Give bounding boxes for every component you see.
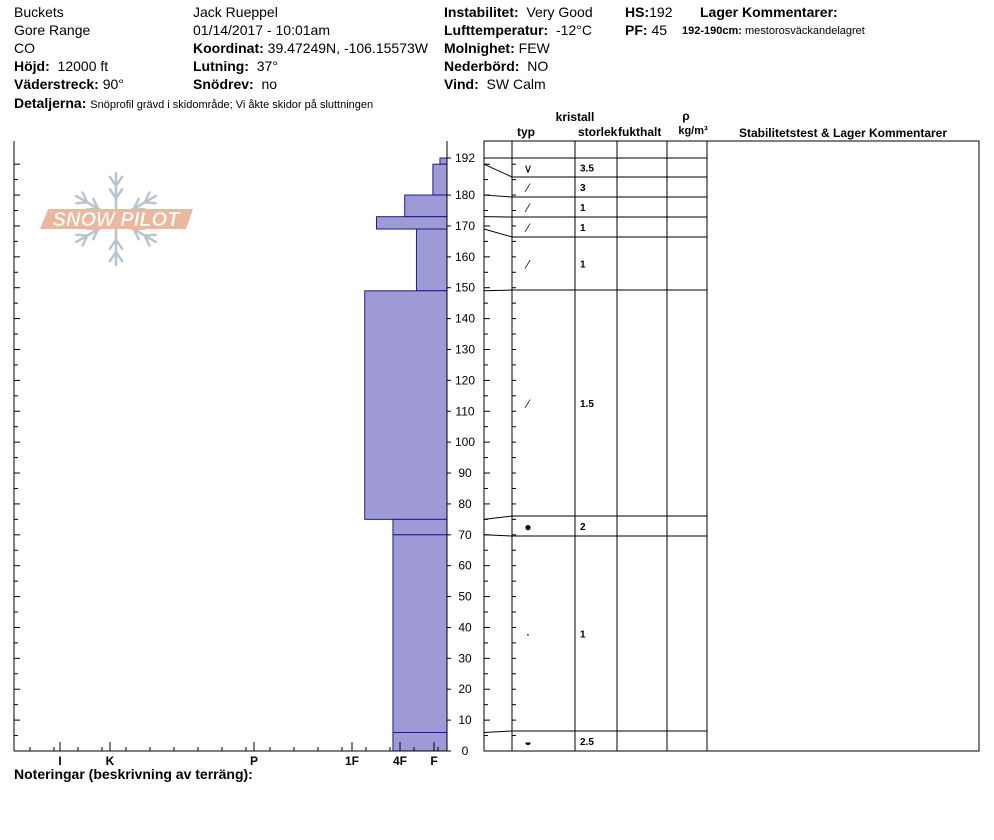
- coordinates: Koordinat: 39.47249N, -106.15573W: [193, 40, 428, 56]
- row-boundary: [484, 290, 707, 291]
- flake-branch: [145, 235, 156, 236]
- layer-comments-label: Lager Kommentarer:: [700, 4, 838, 20]
- snow-height: HS:192: [625, 4, 673, 20]
- depth-tick-label: 130: [454, 342, 476, 357]
- depth-tick-label: 80: [458, 496, 472, 511]
- depth-tick-label: 30: [458, 651, 472, 666]
- depth-tick-label: 192: [454, 151, 476, 165]
- depth-tick-label: 10: [458, 713, 472, 728]
- depth-tick-label: 20: [458, 682, 472, 697]
- hardness-tick-label: K: [105, 754, 115, 768]
- grain-type-symbol: ∨: [523, 161, 533, 176]
- depth-tick-label: 0: [461, 744, 469, 758]
- range: Gore Range: [14, 22, 91, 38]
- air-temperature: Lufttemperatur: -12°C: [444, 22, 592, 38]
- row-boundary: [484, 161, 707, 177]
- instability: Instabilitet: Very Good: [444, 4, 593, 20]
- depth-tick-label: 110: [455, 404, 475, 419]
- slope: Lutning: 37°: [193, 58, 278, 74]
- depth-tick-label: 120: [454, 373, 476, 388]
- hardness-layer: [416, 229, 447, 291]
- details: Detaljerna: Snöprofil grävd i skidområde; Vi åkte skidor på sluttningen: [14, 95, 374, 111]
- hardness-layer: [393, 535, 447, 733]
- hardness-layer: [393, 732, 447, 751]
- grain-type-symbol: ◒: [524, 735, 532, 749]
- grain-type-symbol: ●: [524, 520, 532, 534]
- wind-loading: Snödrev: no: [193, 76, 278, 92]
- hardness-tick-label: 4F: [392, 754, 408, 768]
- depth-tick-label: 170: [454, 218, 476, 233]
- wind: Vind: SW Calm: [444, 76, 546, 92]
- sky-cover: Molnighet: FEW: [444, 40, 550, 56]
- snowpilot-logo: [40, 173, 193, 265]
- location: Buckets: [14, 4, 64, 20]
- depth-tick-label: 70: [458, 527, 472, 542]
- rho-header: ρ: [682, 109, 690, 123]
- hardness-layer: [433, 164, 447, 195]
- depth-tick-label: 100: [454, 435, 476, 450]
- moisture-header: fukthalt: [618, 125, 662, 139]
- stability-header: Stabilitetstest & Lager Kommentarer: [738, 126, 948, 140]
- flake-branch: [76, 235, 87, 236]
- row-boundary: [484, 516, 707, 519]
- grain-type-symbol: ⁄: [526, 257, 530, 272]
- depth-tick-label: 140: [454, 311, 476, 326]
- penetration: PF: 45: [625, 22, 668, 38]
- hardness-tick-label: 1F: [344, 754, 360, 768]
- flake-branch: [76, 202, 87, 203]
- hardness-tick-label: P: [249, 754, 259, 768]
- depth-tick-label: 40: [458, 620, 472, 635]
- grain-type-symbol: ⁄: [526, 221, 530, 235]
- grain-size-label: 1: [580, 259, 586, 271]
- datetime: 01/14/2017 - 10:01am: [193, 22, 330, 38]
- grain-size-label: 3.5: [580, 163, 594, 175]
- hardness-tick-label: I: [58, 754, 62, 768]
- row-boundary: [484, 535, 707, 536]
- aspect: Väderstreck: 90°: [14, 76, 124, 92]
- crystal-header: kristall: [555, 110, 595, 124]
- row-boundary: [484, 229, 707, 237]
- grain-type-symbol: ⁄: [526, 397, 530, 411]
- depth-tick-label: 50: [458, 589, 472, 604]
- density-header: kg/m³: [678, 125, 708, 137]
- flake-branch: [145, 202, 156, 203]
- elevation: Höjd: 12000 ft: [14, 58, 109, 74]
- stability-panel-border: [484, 141, 979, 751]
- hardness-layer: [365, 291, 447, 520]
- type-header: typ: [517, 125, 535, 139]
- hardness-layer: [377, 217, 448, 229]
- depth-tick-label: 150: [454, 280, 476, 295]
- grain-type-symbol: ·: [525, 625, 531, 642]
- grain-type-symbol: ⁄: [526, 181, 530, 195]
- depth-tick-label: 180: [454, 188, 476, 203]
- hardness-tick-label: F: [430, 754, 438, 768]
- grain-size-label: 1: [580, 203, 586, 214]
- grain-size-label: 2: [580, 522, 586, 533]
- grain-size-label: 1: [580, 629, 586, 641]
- grain-size-label: 2.5: [580, 737, 594, 748]
- layer-comment: 192-190cm: mestorosväckandelagret: [682, 25, 865, 37]
- precipitation: Nederbörd: NO: [444, 58, 549, 74]
- grain-size-label: 3: [580, 183, 586, 194]
- hardness-layer: [393, 519, 447, 534]
- grain-size-label: 1.5: [580, 399, 594, 410]
- hardness-layer: [440, 158, 447, 164]
- grain-size-label: 1: [580, 223, 586, 234]
- size-header: storlek: [578, 125, 618, 139]
- state: CO: [14, 40, 35, 56]
- row-boundary: [484, 195, 707, 197]
- grain-type-symbol: ⁄: [526, 201, 530, 215]
- hardness-layer: [405, 195, 447, 217]
- observer: Jack Rueppel: [193, 4, 278, 20]
- row-boundary: [484, 731, 707, 732]
- notes-label: Noteringar (beskrivning av terräng):: [14, 766, 253, 782]
- logo-text: SNOW PILOT: [52, 209, 180, 231]
- depth-tick-label: 60: [458, 558, 472, 573]
- depth-tick-label: 160: [454, 249, 476, 264]
- depth-tick-label: 90: [458, 466, 472, 481]
